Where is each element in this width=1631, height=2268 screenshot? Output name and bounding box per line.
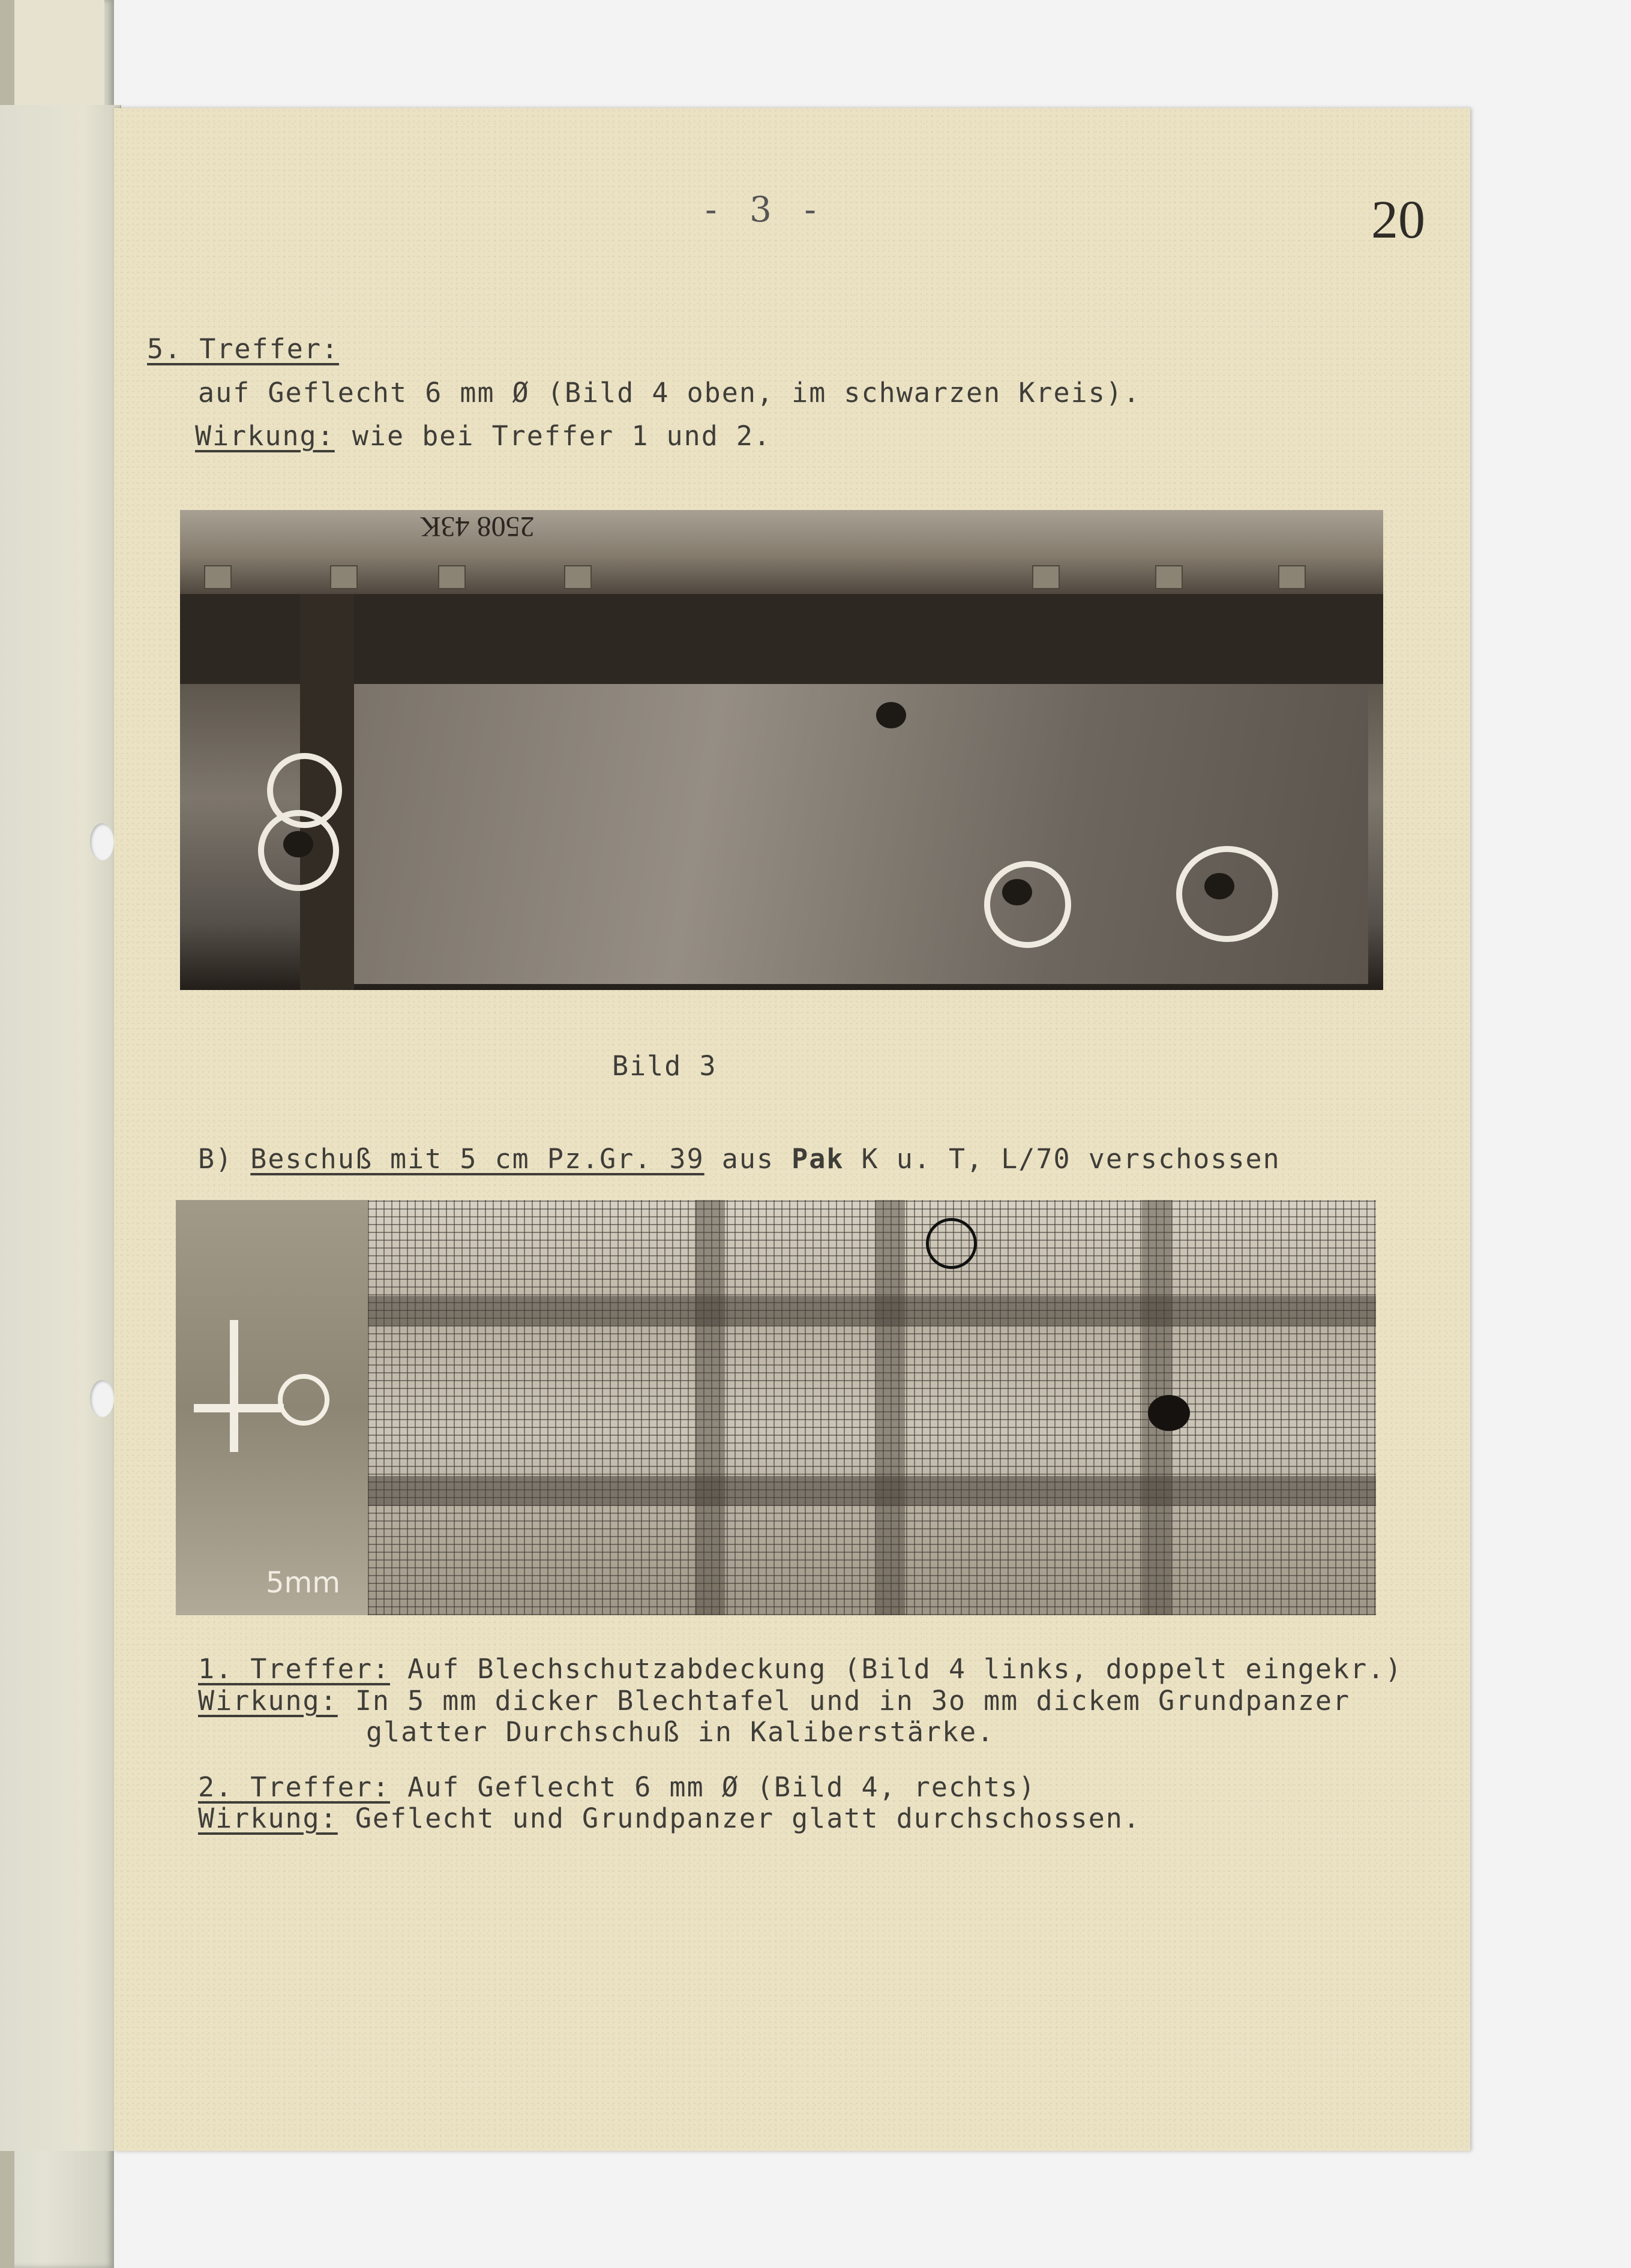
hit1-wirkung-line	[198, 1685, 1350, 1717]
page-header-number: - 3 -	[705, 189, 827, 230]
hit2-heading-line	[198, 1771, 1036, 1803]
punch-hole-upper	[90, 823, 114, 860]
scale-label: 5mm	[266, 1566, 341, 1600]
document-page	[114, 108, 1470, 2151]
hit1-wirkung-label: Wirkung:	[198, 1685, 338, 1717]
mesh-band	[368, 1296, 1376, 1326]
hit1-wirkung-line1: In 5 mm dicker Blechtafel und in 3o mm dickem Grundpanzer	[337, 1685, 1351, 1717]
caption-bild-3: Bild 3	[612, 1050, 717, 1082]
bolt	[204, 565, 232, 589]
bolt	[1278, 565, 1306, 589]
hit1-heading: 1. Treffer:	[198, 1653, 391, 1685]
bolt	[330, 565, 358, 589]
section5-wirkung	[195, 420, 771, 452]
hit1-heading-line	[198, 1653, 1402, 1685]
hit-hole	[876, 702, 906, 728]
binder-tab	[14, 0, 104, 107]
hit-hole	[283, 831, 313, 857]
photo-bild-3	[180, 510, 1383, 990]
handwritten-number: 2508 43K	[420, 511, 535, 542]
punch-hole-lower	[90, 1380, 114, 1417]
hit-hole	[1002, 879, 1032, 905]
chalk-ring	[278, 1374, 329, 1426]
hit2-heading: 2. Treffer:	[198, 1771, 391, 1803]
bolt	[564, 565, 592, 589]
mesh-vband	[875, 1200, 905, 1615]
bolt	[1032, 565, 1060, 589]
bolt	[438, 565, 466, 589]
previous-page-edge	[0, 105, 121, 2151]
hit1-wirkung-line2: glatter Durchschuß in Kaliberstärke.	[366, 1716, 995, 1748]
wirkung-text: wie bei Treffer 1 und 2.	[334, 420, 772, 452]
wirkung-label: Wirkung:	[195, 420, 335, 452]
chalk-cross	[194, 1404, 284, 1412]
folio-number: 20	[1371, 190, 1425, 250]
hit2-line1: Auf Geflecht 6 mm Ø (Bild 4, rechts)	[390, 1771, 1036, 1803]
chalk-circle	[984, 861, 1071, 948]
wire-mesh	[368, 1200, 1376, 1615]
sectionB-prefix: B)	[198, 1143, 251, 1175]
section5-line1: auf Geflecht 6 mm Ø (Bild 4 oben, im schwarzen Kreis).	[198, 377, 1141, 409]
sheet-plate	[176, 1200, 368, 1615]
rail	[180, 510, 1383, 594]
hit-hole	[1204, 873, 1234, 899]
hit-hole	[1148, 1395, 1190, 1431]
photo-bild-4	[176, 1200, 1376, 1615]
sectionB-rest-b: K u. T, L/70 verschossen	[844, 1143, 1281, 1175]
sectionB-rest-a: aus	[704, 1143, 792, 1175]
hit2-wirkung-label: Wirkung:	[198, 1802, 338, 1834]
hit2-wirkung-line1: Geflecht und Grundpanzer glatt durchschossen.	[337, 1802, 1141, 1834]
beam	[180, 594, 1383, 684]
black-ring	[926, 1218, 977, 1269]
sectionB-underlined: Beschuß mit 5 cm Pz.Gr. 39	[250, 1143, 704, 1175]
sectionB-bold: Pak	[791, 1143, 844, 1175]
bolt	[1155, 565, 1183, 589]
chalk-cross	[230, 1320, 238, 1452]
mesh-band	[368, 1476, 1376, 1506]
mesh-vband	[695, 1200, 725, 1615]
sectionB-heading	[198, 1143, 1281, 1175]
section5-heading: 5. Treffer:	[147, 333, 340, 365]
hit2-wirkung-line	[198, 1802, 1141, 1834]
hit1-line1: Auf Blechschutzabdeckung (Bild 4 links, doppelt eingekr.)	[390, 1653, 1403, 1685]
